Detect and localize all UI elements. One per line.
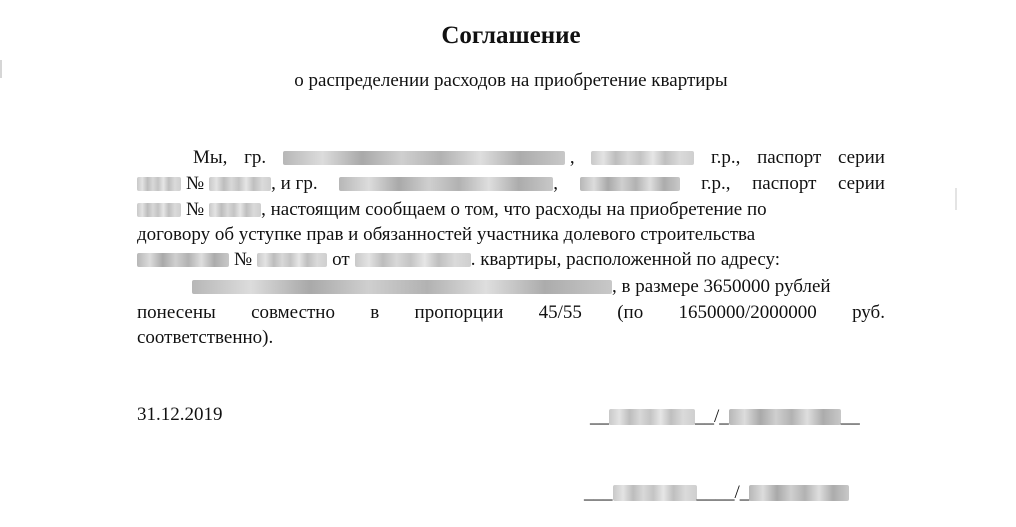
signature-line-1 (590, 406, 860, 428)
text-statement: , настоящим сообщаем о том, что расходы на приобретение по (261, 199, 767, 220)
signature-underscores: __ (840, 406, 860, 427)
redacted-signature-2 (613, 485, 697, 501)
redacted-signature-name-1 (729, 409, 841, 425)
document-subtitle: о распределении расходов на приобретение квартиры (294, 70, 728, 91)
signature-separator: __/_ (695, 406, 729, 427)
text-number-sign: № (234, 249, 253, 270)
word: 45/55 (538, 302, 582, 323)
text-amount: , в размере 3650000 рублей (612, 276, 831, 297)
text-number-sign: № (186, 173, 205, 194)
text-passport: паспорт (757, 147, 822, 168)
text-and-gr: , и гр. (271, 173, 318, 194)
document-date: 31.12.2019 (137, 404, 223, 425)
text-series: серии (838, 173, 885, 194)
text-number-sign: № (186, 199, 205, 220)
text-gr-r: г.р., (710, 147, 741, 168)
word: 1650000/2000000 (678, 302, 817, 323)
redacted-passport-series-1 (137, 177, 181, 191)
body-line-2 (137, 173, 885, 195)
word: пропорции (414, 302, 504, 323)
text-series: серии (838, 147, 885, 168)
signature-underscores: __ (590, 406, 609, 427)
redacted-signature-1 (609, 409, 695, 425)
body-line-6 (137, 276, 885, 298)
redacted-passport-number-1 (209, 177, 271, 191)
redacted-passport-number-2 (209, 203, 261, 217)
body-line-3 (137, 199, 885, 221)
text-comma: , (569, 147, 575, 168)
text-passport: паспорт (752, 173, 817, 194)
redacted-name-2-group (339, 173, 558, 195)
word: руб. (852, 302, 885, 323)
text-gr-r: г.р., (701, 173, 731, 194)
text-from: от (332, 249, 350, 270)
signature-underscores: ___ (584, 482, 613, 503)
redacted-contract-number-2 (257, 253, 327, 267)
redacted-address (192, 280, 612, 294)
scan-edge-mark-right (955, 188, 957, 210)
redacted-full-name-1 (283, 151, 565, 165)
text-my: Мы, (193, 147, 228, 168)
passport-series-1-group (137, 173, 318, 195)
body-line-7 (137, 302, 885, 324)
signature-line-2 (584, 482, 849, 504)
word: в (370, 302, 380, 323)
redacted-contract-number (137, 253, 229, 267)
redacted-birth-date-1 (591, 151, 694, 165)
text-apartment-address: . квартиры, расположенной по адресу: (470, 249, 781, 270)
word: понесены (137, 302, 216, 323)
text-comma: , (553, 173, 558, 194)
body-line-4: договору об уступке прав и обязанностей участника долевого строительства (137, 224, 756, 245)
word: (по (617, 302, 644, 323)
redacted-signature-name-2 (749, 485, 849, 501)
body-line-8: соответственно). (137, 327, 274, 348)
document-title: Соглашение (441, 22, 581, 49)
word: совместно (251, 302, 335, 323)
redacted-contract-date (355, 253, 471, 267)
text-gr: гр. (244, 147, 267, 168)
signature-separator: ____/_ (696, 482, 750, 503)
redacted-passport-series-2 (137, 203, 181, 217)
redacted-birth-date-2 (580, 177, 680, 191)
body-line-5 (137, 249, 885, 271)
body-line-1 (137, 147, 885, 169)
redacted-name-1-group (283, 147, 575, 169)
redacted-full-name-2 (339, 177, 553, 191)
